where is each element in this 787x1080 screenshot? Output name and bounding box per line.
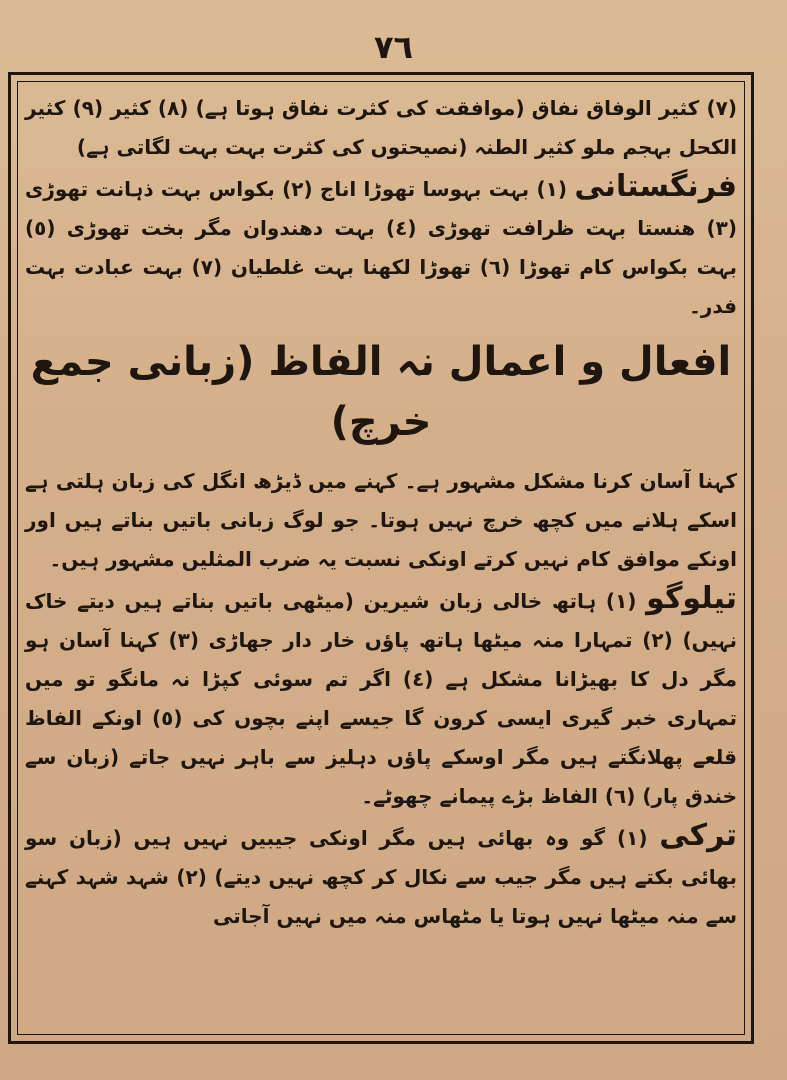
section-frangistani — [25, 167, 737, 326]
telugu-heading: تیلوگو — [646, 581, 737, 616]
frangistani-text: (١) بہت بہوسا تھوڑا اناج (٢) بکواس بہت ذہانت تھوڑی (٣) ھنستا بہت ظرافت تھوڑی (٤) بہت دھندوان مگر بخت تھوڑی (٥) بہت بکواس کام تھوڑا (٦) تھوڑا لکھنا بہت غلطیان (٧) بہت عبادت بہت فدر۔ — [25, 177, 738, 318]
chapter-heading: افعال و اعمال نہ الفاظ (زبانی جمع خرچ) — [30, 339, 732, 445]
section-turkish — [25, 816, 737, 936]
page-text — [25, 89, 737, 1027]
intro-paragraph — [25, 462, 737, 579]
turkish-text: (١) گو وہ بھائی ہیں مگر اونکی جیبیں نہیں ہیں (زبان سو بھائی بکتے ہیں مگر جیب سے نکال کر کچھ نہیں دیتے) (٢) شہد شہد کہنے سے منہ میٹھا نہیں ہوتا یا مٹھاس منہ میں نہیں آجاتی — [25, 826, 737, 928]
section-proverbs-continued-text: (٧) کثیر الوفاق نفاق (موافقت کی کثرت نفاق ہوتا ہے) (٨) کثیر (٩) کثیر الکحل بہجم ملو کثیر الطنہ (نصیحتوں کی کثرت بہت بہت لگاتی ہے) — [25, 96, 737, 159]
telugu-text: (١) ہاتھ خالی زبان شیرین (میٹھی باتیں بناتے ہیں دیتے خاک نہیں) (٢) تمہارا منہ میٹھا ہاتھ پاؤں خار دار جھاڑی (٣) کہنا آسان ہو مگر دل کا بھیڑانا مشکل ہے (٤) اگر تم سوئی کپڑا نہ مانگو تو میں تمہاری خبر گیری ایسی کرون گا جیسے اپنے بچوں کی (٥) اونکے الفاظ قلعے پھلانگتے ہیں مگر اوسکے پاؤں دہلیز سے باہر نہیں جاتے (زبان سے خندق پار) (٦) الفاظ بڑے پیمانے چھوٹے۔ — [25, 589, 737, 808]
page-number: ٧٦ — [373, 28, 414, 66]
turkish-heading: ترکی — [659, 818, 737, 853]
intro-text: کہنا آسان کرنا مشکل مشہور ہے۔ کہنے میں ڈیڑھ انگل کی زبان ہلتی ہے اسکے ہلانے میں کچھ خرچ نہیں ہوتا۔ جو لوگ زبانی باتیں بناتے ہیں اور اونکے موافق کام نہیں کرتے اونکی نسبت یہ ضرب المثلیں مشہور ہیں۔ — [25, 469, 737, 571]
page-border — [8, 72, 754, 1044]
section-proverbs-continued — [25, 89, 737, 167]
section-telugu — [25, 579, 737, 816]
frangistani-heading: فرنگستانی — [574, 169, 737, 204]
